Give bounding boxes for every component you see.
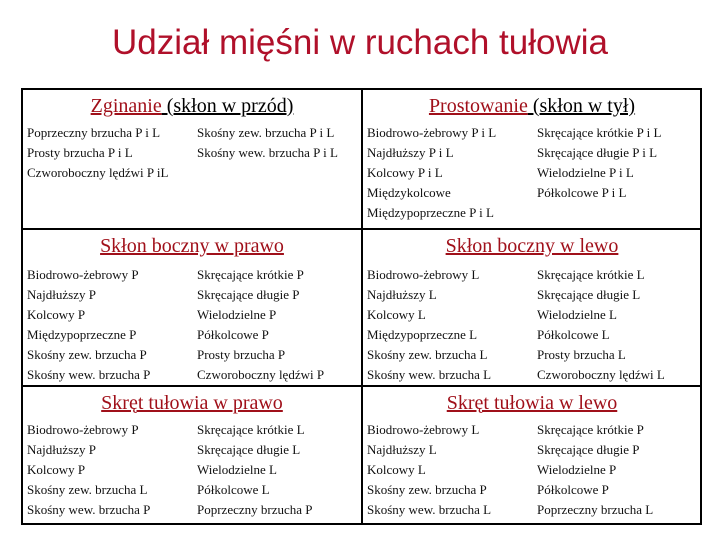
muscle-item: Skośny zew. brzucha P	[27, 347, 147, 362]
muscle-item: Kolcowy P i L	[367, 165, 443, 180]
muscle-list	[537, 265, 665, 385]
muscle-item: Prosty brzucha L	[537, 347, 626, 362]
muscle-list	[537, 420, 653, 520]
muscle-item: Skręcające długie L	[537, 287, 641, 302]
muscle-item: Skręcające krótkie L	[197, 422, 305, 437]
heading-main: Skłon boczny w lewo	[445, 235, 619, 257]
muscle-list	[367, 123, 496, 223]
heading-main: Zginanie	[90, 95, 162, 117]
muscle-list	[537, 123, 661, 203]
cell-heading	[363, 233, 701, 259]
muscle-item: Poprzeczny brzucha P	[197, 502, 313, 517]
muscle-item: Skośny wew. brzucha P	[27, 367, 151, 382]
muscle-item: Wielodzielne P	[197, 307, 277, 322]
muscle-item: Skręcające długie P	[537, 442, 640, 457]
muscle-item: Czworoboczny lędźwi L	[537, 367, 665, 382]
muscle-item: Półkolcowe P	[537, 482, 609, 497]
table-cell	[363, 90, 701, 228]
muscle-item: Półkolcowe P i L	[537, 185, 627, 200]
muscle-item: Czworoboczny lędźwi P iL	[27, 165, 169, 180]
cell-heading	[363, 390, 701, 416]
muscle-item: Poprzeczny brzucha P i L	[27, 125, 161, 140]
table-cell	[23, 230, 361, 385]
muscle-item: Skośny wew. brzucha L	[367, 502, 492, 517]
table-cell	[23, 387, 361, 523]
muscle-item: Skręcające długie P	[197, 287, 300, 302]
cell-heading	[23, 233, 361, 259]
muscle-item: Biodrowo-żebrowy P i L	[367, 125, 497, 140]
muscle-list	[197, 420, 313, 520]
muscle-item: Najdłuższy L	[367, 442, 437, 457]
cell-heading	[363, 93, 701, 119]
muscle-item: Wielodzielne P	[537, 462, 617, 477]
muscle-list	[367, 265, 491, 385]
muscle-list	[197, 123, 338, 163]
muscle-table	[21, 88, 702, 525]
muscle-item: Skręcające krótkie P	[537, 422, 644, 437]
muscle-item: Wielodzielne L	[197, 462, 277, 477]
heading-main: Skłon boczny w prawo	[100, 235, 284, 257]
muscle-item: Prosty brzucha P i L	[27, 145, 133, 160]
muscle-item: Skręcające krótkie L	[537, 267, 645, 282]
muscle-list	[27, 123, 168, 183]
muscle-item: Kolcowy L	[367, 307, 426, 322]
muscle-item: Skośny zew. brzucha L	[27, 482, 148, 497]
muscle-item: Wielodzielne L	[537, 307, 617, 322]
muscle-item: Międzypoprzeczne P	[27, 327, 137, 342]
muscle-list	[27, 265, 150, 385]
muscle-item: Prosty brzucha P	[197, 347, 286, 362]
cell-heading	[23, 390, 361, 416]
muscle-list	[27, 420, 150, 520]
muscle-item: Skręcające krótkie P i L	[537, 125, 662, 140]
muscle-item: Najdłuższy L	[367, 287, 437, 302]
muscle-list	[197, 265, 324, 385]
heading-rest: (skłon w przód)	[161, 95, 294, 117]
table-cell	[363, 387, 701, 523]
muscle-item: Kolcowy L	[367, 462, 426, 477]
muscle-item: Międzypoprzeczne P i L	[367, 205, 494, 220]
table-cell	[23, 90, 361, 228]
muscle-item: Skośny zew. brzucha L	[367, 347, 488, 362]
muscle-item: Skośny wew. brzucha P	[27, 502, 151, 517]
muscle-item: Skręcające długie L	[197, 442, 301, 457]
muscle-item: Skośny wew. brzucha L	[367, 367, 492, 382]
muscle-item: Biodrowo-żebrowy P	[27, 422, 139, 437]
muscle-item: Poprzeczny brzucha L	[537, 502, 654, 517]
muscle-item: Skośny zew. brzucha P	[367, 482, 487, 497]
muscle-item: Najdłuższy P	[27, 287, 96, 302]
muscle-item: Skręcające długie P i L	[537, 145, 658, 160]
muscle-item: Najdłuższy P i L	[367, 145, 454, 160]
heading-rest: (skłon w tył)	[527, 95, 636, 117]
muscle-item: Półkolcowe P	[197, 327, 269, 342]
table-cell	[363, 230, 701, 385]
muscle-item: Skośny zew. brzucha P i L	[197, 125, 335, 140]
muscle-item: Wielodzielne P i L	[537, 165, 634, 180]
muscle-item: Biodrowo-żebrowy P	[27, 267, 139, 282]
muscle-item: Półkolcowe L	[537, 327, 610, 342]
muscle-item: Czworoboczny lędźwi P	[197, 367, 325, 382]
muscle-item: Biodrowo-żebrowy L	[367, 267, 480, 282]
muscle-item: Biodrowo-żebrowy L	[367, 422, 480, 437]
heading-main: Skręt tułowia w prawo	[101, 392, 283, 414]
muscle-list	[367, 420, 491, 520]
muscle-item: Międzypoprzeczne L	[367, 327, 478, 342]
muscle-item: Najdłuższy P	[27, 442, 96, 457]
muscle-item: Kolcowy P	[27, 462, 86, 477]
heading-main: Skręt tułowia w lewo	[446, 392, 618, 414]
heading-main: Prostowanie	[428, 95, 528, 117]
muscle-item: Skręcające krótkie P	[197, 267, 304, 282]
muscle-item: Międzykolcowe	[367, 185, 451, 200]
muscle-item: Skośny wew. brzucha P i L	[197, 145, 338, 160]
page-title: Udział mięśni w ruchach tułowia	[111, 23, 609, 62]
cell-heading	[23, 93, 361, 119]
muscle-item: Półkolcowe L	[197, 482, 270, 497]
muscle-item: Kolcowy P	[27, 307, 86, 322]
